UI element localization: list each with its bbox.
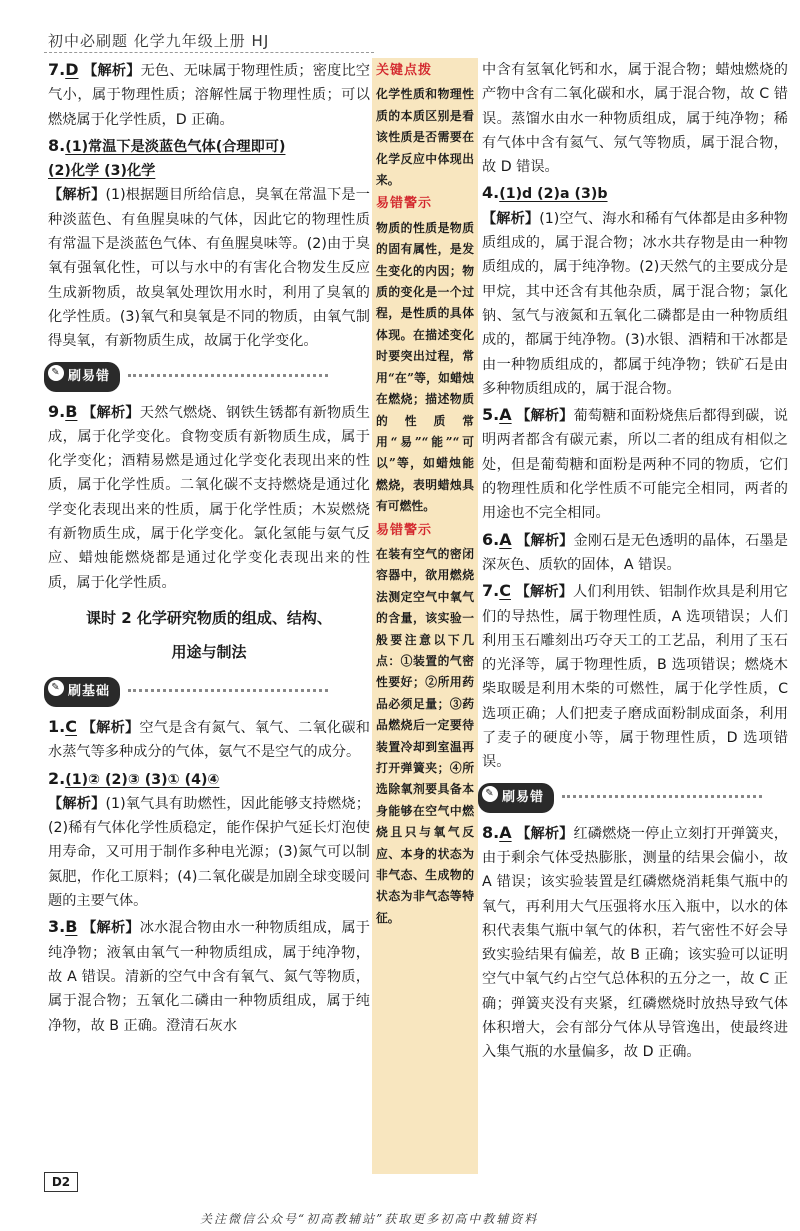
answer-q3-left bbox=[48, 915, 370, 1037]
dotted-divider bbox=[562, 795, 762, 798]
analysis-tag: 【解析】 bbox=[516, 532, 574, 549]
header-divider bbox=[44, 52, 374, 53]
tips-sidebar bbox=[372, 58, 478, 1174]
right-column bbox=[482, 58, 788, 1067]
answer-q2-left bbox=[48, 767, 370, 914]
analysis-tag: 【解析】 bbox=[82, 404, 140, 421]
answer-text: (2)化学 (3)化学 bbox=[48, 163, 156, 180]
answer-q3-continued: 中含有氢氧化钙和水，属于混合物；蜡烛燃烧的产物中含有二氧化碳和水，属于混合物，故 C 错误。蒸馏水由水一种物质组成，属于纯净物；稀有气体中含有氦气、氖气等物质，属于混合物，故 D 错误。 bbox=[482, 62, 788, 176]
answer-q5-right bbox=[482, 403, 788, 525]
tip-heading-warning: 易错警示 bbox=[376, 196, 433, 212]
book-title: 初中必刷题 化学九年级上册 HJ bbox=[48, 32, 270, 50]
section-label-basics: ✎ 刷基础 bbox=[44, 677, 370, 705]
question-number: 1. bbox=[48, 716, 66, 736]
tip-body: 物质的性质是物质的固有属性，是发生变化的内因；物质的变化是一个过程，是性质的具体体现。在描述变化时要突出过程，常用“在”等，如蜡烛在燃烧；描述物质的性质常用“易”“能”“可以”等，如蜡烛能燃烧，表明蜡烛具有可燃性。 bbox=[376, 220, 474, 514]
dotted-divider bbox=[128, 374, 328, 377]
analysis-text: 金刚石是无色透明的晶体，石墨是深灰色、质软的固体，A 错误。 bbox=[482, 532, 788, 573]
answer-q1-left bbox=[48, 715, 370, 765]
answer-q7-right bbox=[482, 579, 788, 774]
answer-letter: C bbox=[499, 581, 511, 601]
analysis-text: 无色、无味属于物理性质；密度比空气小，属于物理性质；溶解性属于物理性质；可以燃烧属于化学性质，D 正确。 bbox=[48, 63, 370, 128]
answer-q6-right bbox=[482, 528, 788, 578]
analysis-tag: 【解析】 bbox=[81, 719, 140, 736]
dotted-divider bbox=[128, 689, 328, 692]
tip-heading-warning: 易错警示 bbox=[376, 522, 433, 538]
answer-text: (1)常温下是淡蓝色气体(合理即可) bbox=[65, 138, 286, 155]
analysis-tag: 【解析】 bbox=[48, 795, 106, 812]
analysis-text: 空气是含有氮气、氧气、二氧化碳和水蒸气等多种成分的气体，氨气不是空气的成分。 bbox=[48, 719, 370, 761]
question-number: 8. bbox=[482, 822, 500, 842]
answer-letter: A bbox=[499, 405, 512, 425]
question-number: 8. bbox=[48, 135, 66, 155]
analysis-text: 红磷燃烧一停止立刻打开弹簧夹，由于剩余气体受热膨胀，测量的结果会偏小，故 A 错误；该实验装置是红磷燃烧消耗集气瓶中的氧气，再利用大气压强将水压入瓶中，以水的体积代表集气瓶中氧气的体积，若气密性不好会导致实验结果有偏差，故 B 正确；该实验可以证明空气中氧气约占空气总体积的五分之一，故 C 正确；弹簧夹没有夹紧，红磷燃烧时放热导致气体体积增大，会有部分气体从导管逸出，使最终进入集气瓶的水量偏多，故 D 正确。 bbox=[482, 825, 788, 1061]
left-column bbox=[48, 58, 370, 1040]
section-label-error-prone: ✎ 刷易错 bbox=[44, 362, 370, 390]
analysis-text: (1)空气、海水和稀有气体都是由多种物质组成的，属于混合物；冰水共存物是由一种物质组成的，属于纯净物。(2)天然气的主要成分是甲烷，其中还含有其他杂质，属于混合物；氯化钠、氢气与液氮和五氧化二磷都是由一种物质组成的，都属于纯净物。(3)水银、酒精和干冰都是由一种物质组成的，都属于纯净物；铁矿石是由多种物质组成的，属于混合物。 bbox=[482, 210, 788, 397]
answer-text: (1)d (2)a (3)b bbox=[499, 186, 608, 203]
analysis-text: (1)氧气具有助燃性，因此能够支持燃烧；(2)稀有气体化学性质稳定，能作保护气延长灯泡使用寿命，又可用于制作多种电光源；(3)氮气可以制氮肥，作化工原料；(4)二氧化碳是加剧全球变暖问题的主要气体。 bbox=[48, 795, 370, 910]
question-number: 5. bbox=[482, 405, 500, 425]
answer-letter: A bbox=[499, 529, 512, 549]
answer-letter: C bbox=[65, 716, 77, 736]
pencil-icon: ✎ bbox=[482, 786, 498, 802]
tip-heading-key-point: 关键点拨 bbox=[376, 63, 433, 78]
analysis-tag: 【解析】 bbox=[83, 63, 141, 79]
answer-q4-right bbox=[482, 181, 788, 401]
analysis-tag: 【解析】 bbox=[482, 210, 540, 227]
analysis-text: 葡萄糖和面粉烧焦后都得到碳，说明两者都含有碳元素，所以二者的组成有相似之处，但是葡萄糖和面粉是两种不同的物质，它们的物理性质和化学性质不可能完全相同，两者的用途也不完全相同。 bbox=[482, 408, 788, 522]
footer-note: 关注微信公众号“初高教辅站”获取更多初高中教辅资料 bbox=[200, 1212, 539, 1226]
analysis-text: 天然气燃烧、钢铁生锈都有新物质生成，属于化学变化。食物变质有新物质生成，属于化学变化；酒精易燃是通过化学变化表现出来的性质，属于化学性质。二氧化碳不支持燃烧是通过化学变化表现出来的性质，属于化学性质；木炭燃烧有新物质生成，属于化学变化。氯化氢能与氨气反应、蜡烛能燃烧都是通过化学变化表现出来的性质，属于化学性质。 bbox=[48, 404, 370, 591]
answer-text: (1)② (2)③ (3)① (4)④ bbox=[65, 771, 220, 788]
tip-body: 在装有空气的密闭容器中，欲用燃烧法测定空气中氧气的含量，该实验一般要注意以下几点：①装置的气密性要好；②所用药品必须足量；③药品燃烧后一定要待装置冷却到室温再打开弹簧夹；④所选除氧剂要具备本身能够在空气中燃烧且只与氧气反应、本身的状态为非气态、生成物的状态为非气态等特征。 bbox=[376, 546, 474, 925]
analysis-text: 冰水混合物由水一种物质组成，属于纯净物；液氧由氧气一种物质组成，属于纯净物，故 A 错误。清新的空气中含有氧气、氮气等物质，属于混合物；五氧化二磷由一种物质组成，属于纯净物，故 B 正确。澄清石灰水 bbox=[48, 920, 370, 1034]
answer-letter: D bbox=[65, 60, 79, 79]
question-number: 4. bbox=[482, 183, 500, 203]
analysis-tag: 【解析】 bbox=[516, 408, 574, 425]
analysis-text: 人们利用铁、铝制作炊具是利用它们的导热性，属于物理性质，A 选项错误；人们利用玉石雕刻出巧夺天工的工艺品，利用了玉石的光泽等，属于物理性质，B 选项错误；燃烧木柴取暖是利用木柴的可燃性，属于化学性质，C 选项正确；人们把麦子磨成面粉制成面条，利用了麦子的硬度小等，属于物理性质，D 选项错误。 bbox=[482, 584, 788, 771]
analysis-tag: 【解析】 bbox=[82, 920, 140, 937]
answer-letter: A bbox=[499, 822, 512, 842]
analysis-tag: 【解析】 bbox=[515, 584, 574, 601]
answer-q9-left bbox=[48, 400, 370, 595]
question-number: 7. bbox=[482, 581, 500, 601]
tip-body: 化学性质和物理性质的本质区别是看该性质是否需要在化学反应中体现出来。 bbox=[376, 87, 474, 188]
analysis-tag: 【解析】 bbox=[516, 825, 574, 842]
answer-letter: B bbox=[65, 401, 78, 421]
analysis-tag: 【解析】 bbox=[48, 187, 106, 204]
answer-q7-left bbox=[48, 58, 370, 132]
answer-q8-right bbox=[482, 821, 788, 1065]
question-number: 2. bbox=[48, 768, 66, 788]
question-number: 7. bbox=[48, 60, 66, 79]
lesson-title: 课时 2 化学研究物质的组成、结构、 用途与制法 bbox=[86, 608, 332, 661]
analysis-text: (1)根据题目所给信息，臭氧在常温下是一种淡蓝色、有鱼腥臭味的气体，因此它的物理性质有常温下是淡蓝色气体、有鱼腥臭味等。(2)由于臭氧有强氧化性，可以与水中的有害化合物发生反应生成新物质，故臭氧处理饮用水时，利用了臭氧的化学性质。(3)氧气和臭氧是不同的物质，由氧气制得臭氧，有新物质生成，故属于化学变化。 bbox=[48, 187, 370, 350]
page-header bbox=[0, 0, 800, 56]
question-number: 6. bbox=[482, 529, 500, 549]
question-number: 9. bbox=[48, 401, 66, 421]
answer-q8-left bbox=[48, 134, 370, 354]
answer-letter: B bbox=[65, 917, 78, 937]
section-label-error-prone: ✎ 刷易错 bbox=[478, 783, 788, 811]
pencil-icon: ✎ bbox=[48, 680, 64, 696]
question-number: 3. bbox=[48, 917, 66, 937]
page-number: D2 bbox=[44, 1172, 78, 1192]
pencil-icon: ✎ bbox=[48, 365, 64, 381]
